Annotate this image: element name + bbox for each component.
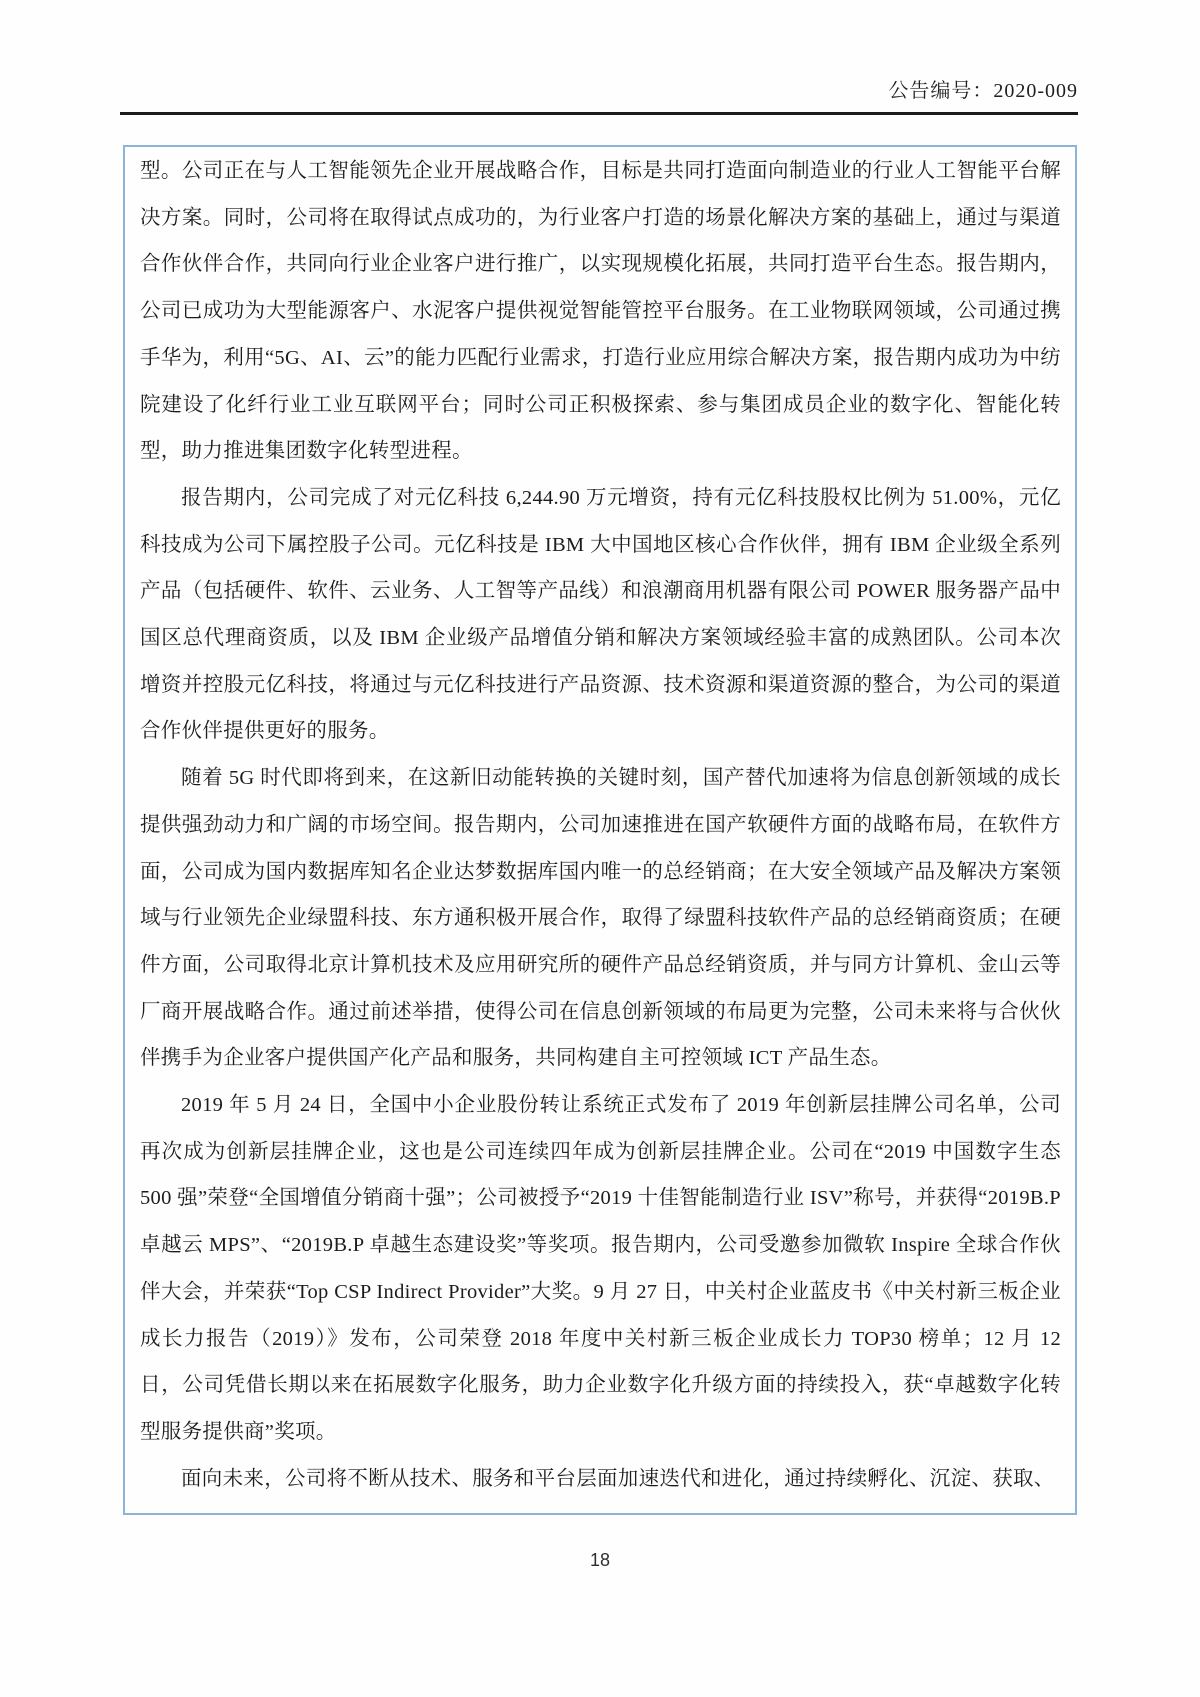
header-divider-line	[120, 112, 1078, 115]
body-paragraph: 2019 年 5 月 24 日，全国中小企业股份转让系统正式发布了 2019 年创新层挂牌公司名单，公司再次成为创新层挂牌企业，这也是公司连续四年成为创新层挂牌企业。公司在“2019 中国数字生态 500 强”荣登“全国增值分销商十强”；公司被授予“2019 十佳智能制造行业 ISV”称号，并获得“2019B.P 卓越云 MPS”、“2019B.P 卓越生态建设奖”等奖项。报告期内，公司受邀参加微软 Inspire 全球合作伙伴大会，并荣获“Top CSP Indirect Provider”大奖。9 月 27 日，中关村企业蓝皮书《中关村新三板企业成长力报告（2019）》发布，公司荣登 2018 年度中关村新三板企业成长力 TOP30 榜单；12 月 12 日，公司凭借长期以来在拓展数字化服务，助力企业数字化升级方面的持续投入，获“卓越数字化转型服务提供商”奖项。	[140, 1094, 1061, 1443]
announcement-number: 公告编号：2020-009	[888, 80, 1078, 102]
page-number: 18	[589, 1550, 611, 1570]
body-text-box	[123, 145, 1077, 1515]
body-paragraph: 面向未来，公司将不断从技术、服务和平台层面加速迭代和进化，通过持续孵化、沉淀、获取、	[181, 1467, 1055, 1490]
body-paragraph: 型。公司正在与人工智能领先企业开展战略合作，目标是共同打造面向制造业的行业人工智能平台解决方案。同时，公司将在取得试点成功的，为行业客户打造的场景化解决方案的基础上，通过与渠道合作伙伴合作，共同向行业企业客户进行推广，以实现规模化拓展，共同打造平台生态。报告期内，公司已成功为大型能源客户、水泥客户提供视觉智能管控平台服务。在工业物联网领域，公司通过携手华为，利用“5G、AI、云”的能力匹配行业需求，打造行业应用综合解决方案，报告期内成功为中纺院建设了化纤行业工业互联网平台；同时公司正积极探索、参与集团成员企业的数字化、智能化转型，助力推进集团数字化转型进程。	[140, 160, 1061, 463]
body-paragraph: 报告期内，公司完成了对元亿科技 6,244.90 万元增资，持有元亿科技股权比例为 51.00%，元亿科技成为公司下属控股子公司。元亿科技是 IBM 大中国地区核心合作伙伴，拥有 IBM 企业级全系列产品（包括硬件、软件、云业务、人工智等产品线）和浪潮商用机器有限公司 POWER 服务器产品中国区总代理商资质，以及 IBM 企业级产品增值分销和解决方案领域经验丰富的成熟团队。公司本次增资并控股元亿科技，将通过与元亿科技进行产品资源、技术资源和渠道资源的整合，为公司的渠道合作伙伴提供更好的服务。	[140, 486, 1061, 743]
body-paragraph: 随着 5G 时代即将到来，在这新旧动能转换的关键时刻，国产替代加速将为信息创新领域的成长提供强劲动力和广阔的市场空间。报告期内，公司加速推进在国产软硬件方面的战略布局，在软件方面，公司成为国内数据库知名企业达梦数据库国内唯一的总经销商；在大安全领域产品及解决方案领域与行业领先企业绿盟科技、东方通积极开展合作，取得了绿盟科技软件产品的总经销商资质；在硬件方面，公司取得北京计算机技术及应用研究所的硬件产品总经销资质，并与同方计算机、金山云等厂商开展战略合作。通过前述举措，使得公司在信息创新领域的布局更为完整，公司未来将与合伙伙伴携手为企业客户提供国产化产品和服务，共同构建自主可控领域 ICT 产品生态。	[140, 767, 1061, 1070]
